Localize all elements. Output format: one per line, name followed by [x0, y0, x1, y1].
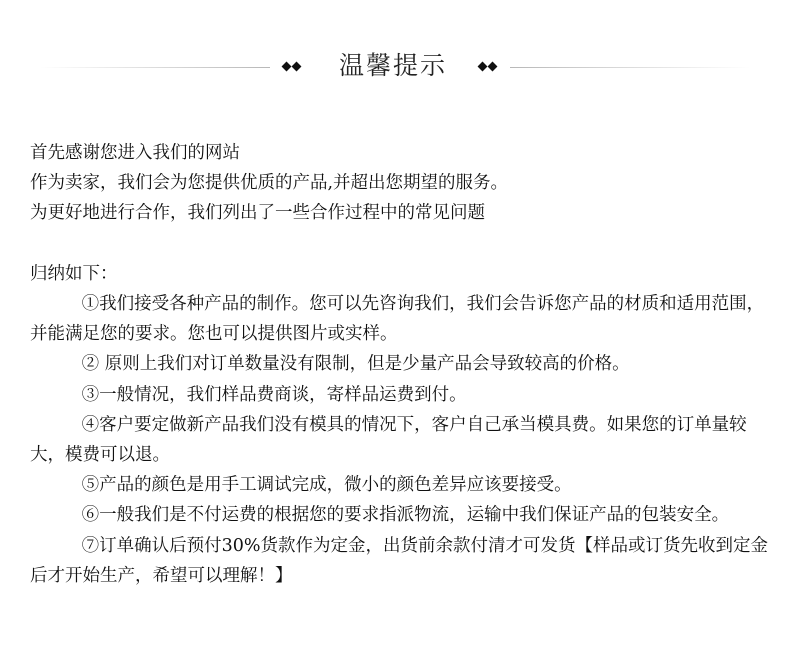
faq-item-1: ①我们接受各种产品的制作。您可以先咨询我们，我们会告诉您产品的材质和适用范围，并能满足您的要求。您也可以提供图片或实样。 — [30, 293, 765, 345]
intro-line: 为更好地进行合作，我们列出了一些合作过程中的常见问题 — [30, 203, 485, 224]
faq-item-5: ⑤产品的颜色是用手工调试完成，微小的颜色差异应该要接受。 — [81, 475, 572, 496]
right-divider-line — [510, 67, 750, 68]
summary-heading: 归纳如下： — [30, 263, 118, 284]
left-divider-line — [40, 67, 270, 68]
faq-item-4: ④客户要定做新产品我们没有模具的情况下，客户自己承当模具费。如果您的订单量较大，模费可以退。 — [30, 414, 747, 465]
title-header — [0, 40, 800, 96]
faq-item-2: ② 原则上我们对订单数量没有限制，但是少量产品会导致较高的价格。 — [81, 354, 630, 375]
intro-line: 首先感谢您进入我们的网站 — [30, 143, 240, 163]
faq-item-3: ③一般情况，我们样品费商谈，寄样品运费到付。 — [81, 384, 467, 405]
left-diamond-ornament-icon — [282, 59, 306, 75]
notice-body — [30, 138, 780, 591]
right-diamond-ornament-icon — [478, 59, 502, 75]
intro-line: 作为卖家，我们会为您提供优质的产品,并超出您期望的服务。 — [30, 173, 509, 194]
faq-item-6: ⑥一般我们是不付运费的根据您的要求指派物流，运输中我们保证产品的包装安全。 — [81, 505, 730, 526]
faq-item-7: ⑦订单确认后预付30%货款作为定金，出货前余款付清才可发货【样品或订货先收到定金后才开始生产，希望可以理解！】 — [30, 535, 769, 586]
page-title: 温馨提示 — [338, 51, 447, 80]
spacer — [30, 229, 780, 259]
